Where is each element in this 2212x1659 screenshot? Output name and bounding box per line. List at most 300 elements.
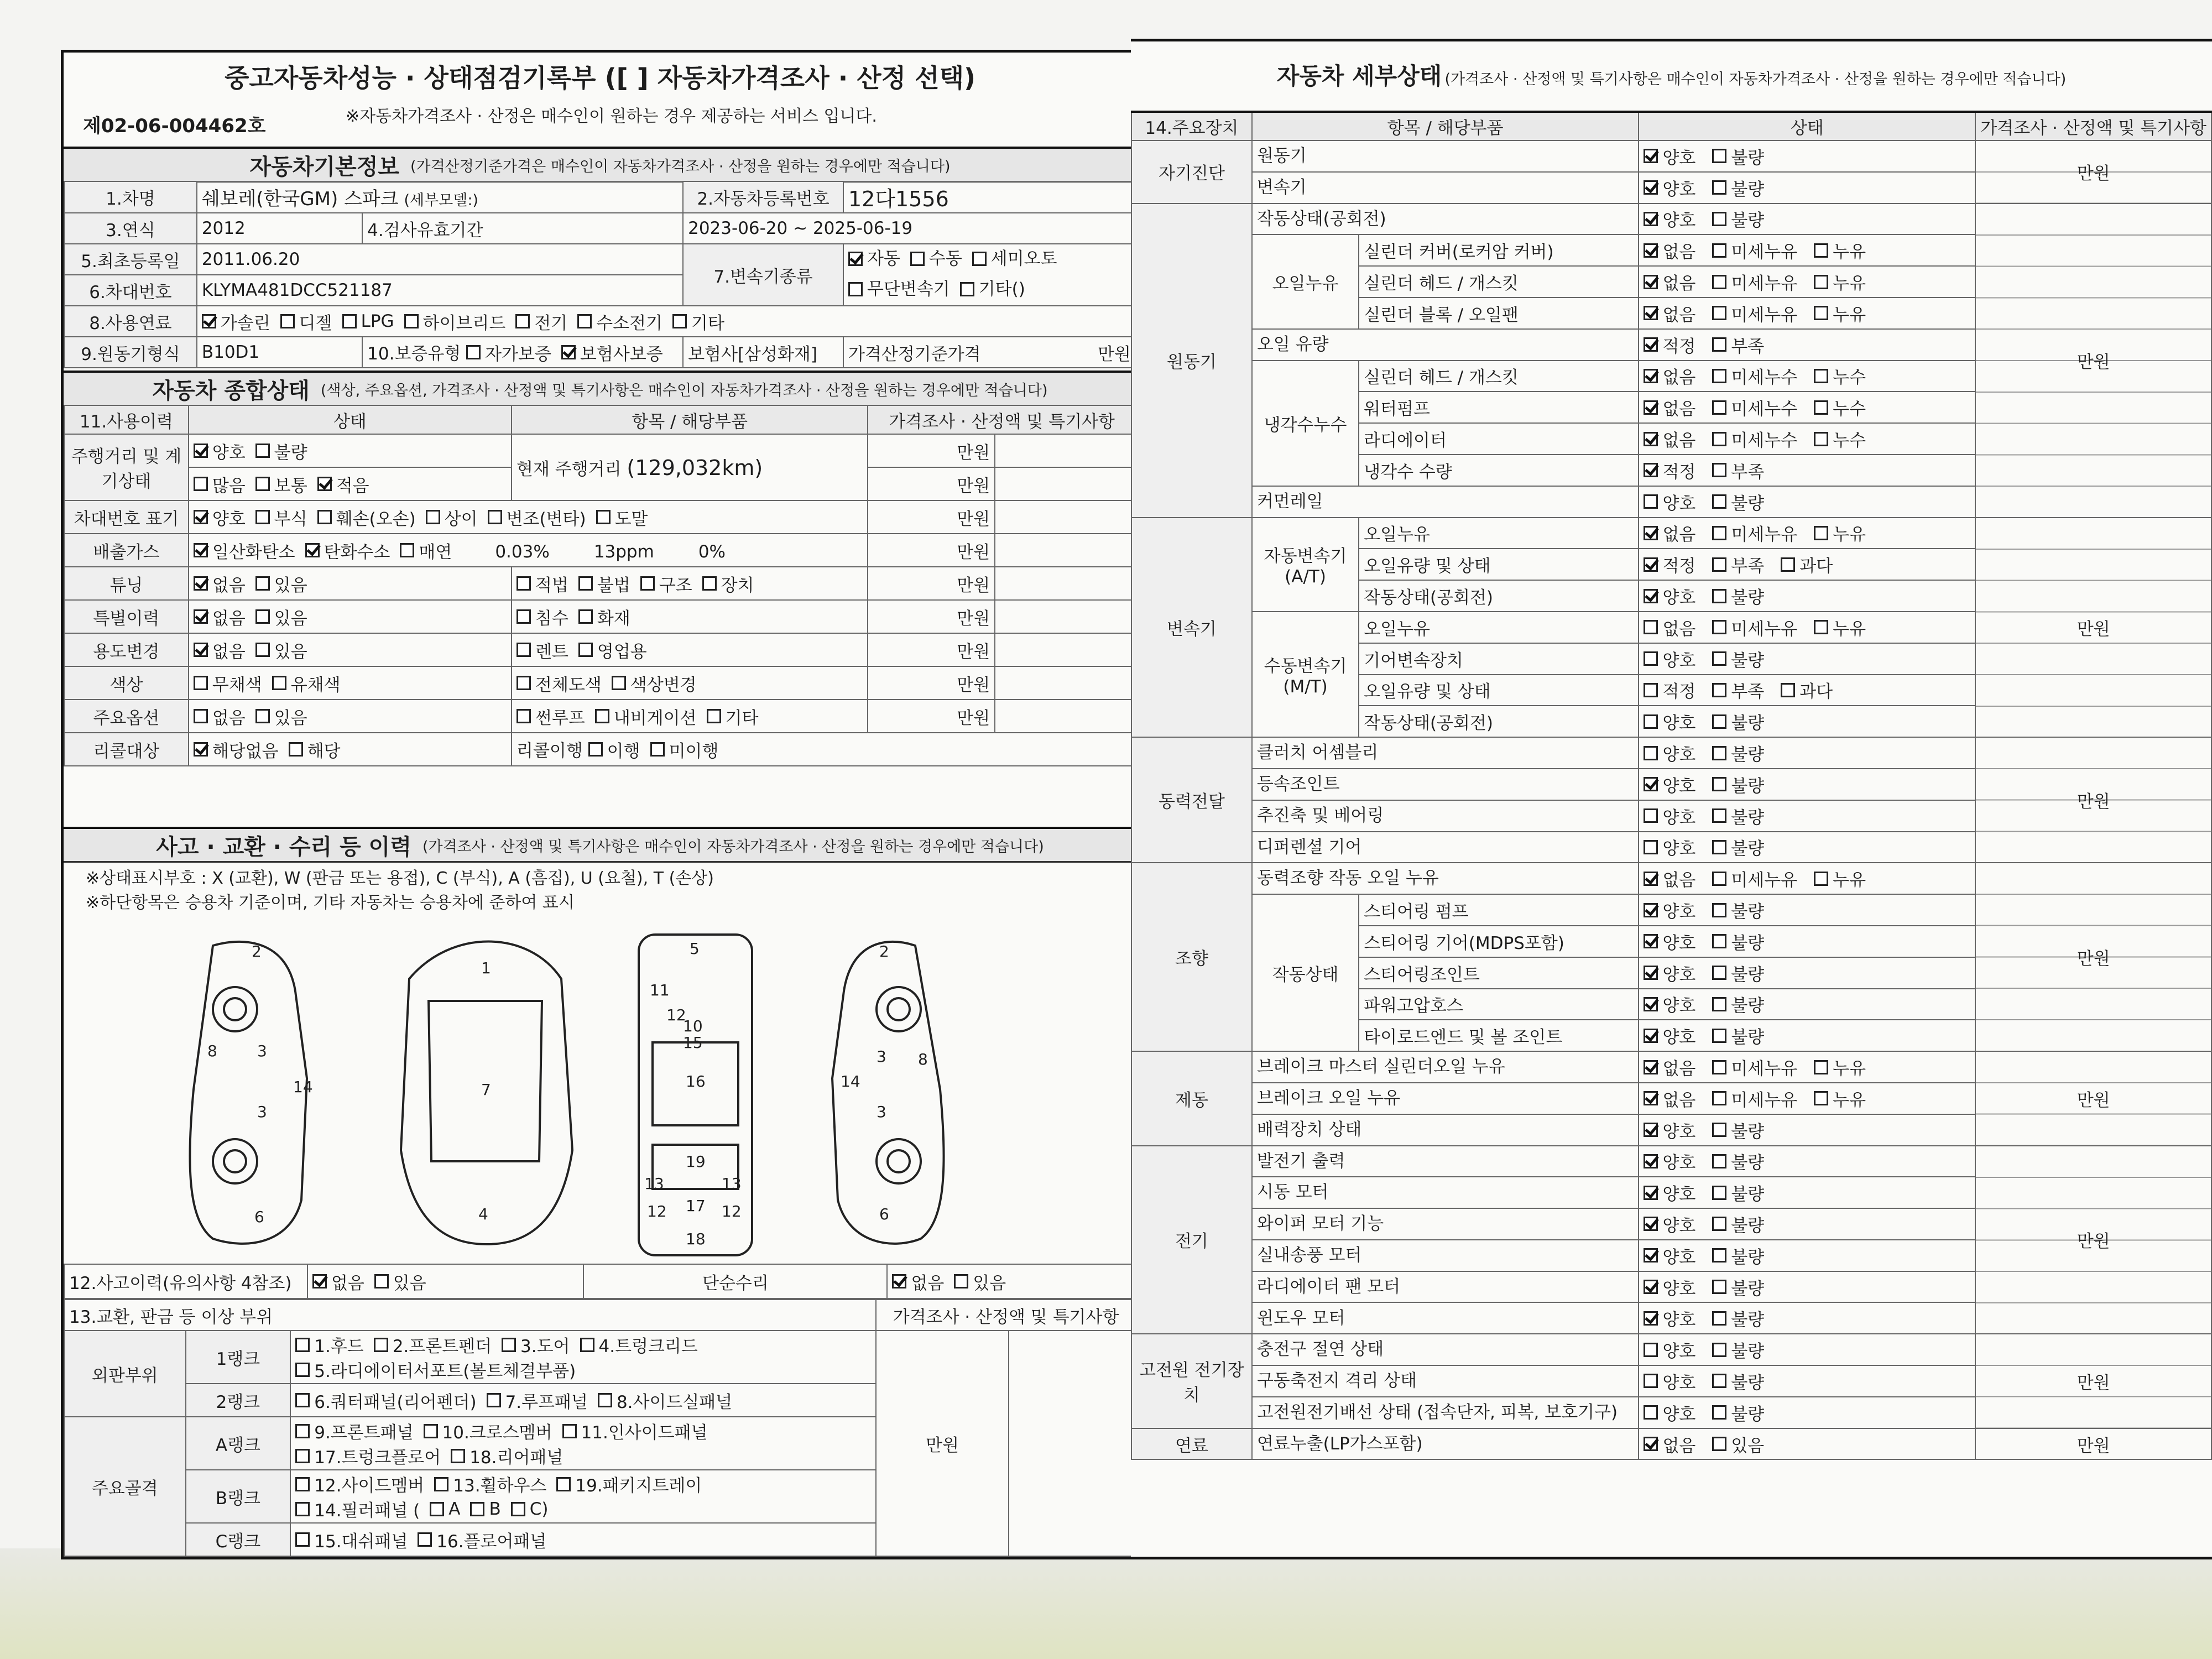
unchecked-box-icon[interactable] — [1712, 275, 1726, 289]
checkbox-option[interactable] — [517, 638, 568, 662]
checkbox-option[interactable] — [1814, 363, 1866, 388]
checkbox-option[interactable] — [305, 538, 390, 563]
unchecked-box-icon[interactable] — [1644, 1343, 1658, 1357]
checkbox-option[interactable] — [960, 275, 1025, 304]
checkbox-option[interactable] — [1814, 395, 1866, 420]
checked-box-icon[interactable] — [202, 314, 216, 328]
unchecked-box-icon[interactable] — [1712, 149, 1726, 163]
unchecked-box-icon[interactable] — [374, 1274, 389, 1288]
checked-box-icon[interactable] — [1644, 180, 1658, 195]
checkbox-option[interactable] — [1712, 929, 1764, 954]
unchecked-box-icon[interactable] — [289, 742, 303, 757]
checkbox-option[interactable] — [910, 244, 962, 273]
checked-box-icon[interactable] — [1644, 149, 1658, 163]
checkbox-option[interactable] — [1644, 458, 1695, 483]
unchecked-box-icon[interactable] — [1644, 620, 1658, 634]
checked-box-icon[interactable] — [1644, 432, 1658, 446]
unchecked-box-icon[interactable] — [255, 609, 270, 624]
checkbox-option[interactable] — [1712, 206, 1764, 231]
checkbox-option[interactable] — [1644, 677, 1695, 702]
checkbox-option[interactable] — [295, 1443, 441, 1468]
checkbox-option[interactable] — [672, 309, 724, 334]
unchecked-box-icon[interactable] — [424, 1424, 438, 1438]
checked-box-icon[interactable] — [194, 742, 208, 757]
unchecked-box-icon[interactable] — [280, 314, 295, 328]
checkbox-option[interactable] — [295, 1472, 424, 1496]
unchecked-box-icon[interactable] — [556, 1477, 571, 1491]
unchecked-box-icon[interactable] — [650, 742, 665, 757]
checkbox-option[interactable] — [1644, 1212, 1695, 1237]
checked-box-icon[interactable] — [194, 444, 208, 458]
checkbox-option[interactable] — [1712, 1400, 1764, 1425]
unchecked-box-icon[interactable] — [1712, 903, 1726, 917]
unchecked-box-icon[interactable] — [295, 1532, 310, 1547]
unchecked-box-icon[interactable] — [1781, 683, 1795, 697]
unchecked-box-icon[interactable] — [598, 1393, 612, 1407]
checkbox-option[interactable] — [1712, 677, 1764, 702]
checkbox-option[interactable] — [1712, 709, 1764, 734]
unchecked-box-icon[interactable] — [487, 1393, 501, 1407]
checkbox-option[interactable] — [561, 340, 663, 365]
checked-box-icon[interactable] — [194, 609, 208, 624]
checkbox-option[interactable] — [1712, 1337, 1764, 1362]
unchecked-box-icon[interactable] — [1712, 212, 1726, 226]
unchecked-box-icon[interactable] — [194, 709, 208, 723]
checkbox-option[interactable] — [517, 604, 568, 629]
unchecked-box-icon[interactable] — [595, 709, 609, 723]
unchecked-box-icon[interactable] — [1712, 494, 1726, 509]
checked-box-icon[interactable] — [1644, 997, 1658, 1011]
unchecked-box-icon[interactable] — [295, 1424, 310, 1438]
checkbox-option[interactable] — [1814, 1086, 1866, 1111]
checked-box-icon[interactable] — [1644, 557, 1658, 572]
checkbox-option[interactable] — [1644, 301, 1695, 326]
checkbox-option[interactable] — [1712, 1180, 1764, 1205]
unchecked-box-icon[interactable] — [426, 510, 440, 524]
unchecked-box-icon[interactable] — [470, 1502, 484, 1516]
checkbox-option[interactable] — [972, 244, 1057, 273]
unchecked-box-icon[interactable] — [1712, 1343, 1726, 1357]
unchecked-box-icon[interactable] — [954, 1274, 968, 1288]
unchecked-box-icon[interactable] — [1712, 589, 1726, 603]
checkbox-option[interactable] — [295, 1527, 408, 1552]
checkbox-option[interactable] — [577, 309, 662, 334]
unchecked-box-icon[interactable] — [295, 1449, 310, 1463]
checkbox-option[interactable] — [1814, 1055, 1866, 1079]
checkbox-option[interactable] — [1712, 1275, 1764, 1300]
checkbox-option[interactable] — [1644, 1432, 1695, 1457]
checkbox-option[interactable] — [1814, 520, 1866, 545]
checkbox-option[interactable] — [848, 275, 950, 304]
checkbox-option[interactable] — [1712, 269, 1797, 294]
checkbox-option[interactable] — [194, 604, 246, 629]
checkbox-option[interactable] — [1644, 1337, 1695, 1362]
checkbox-option[interactable] — [1644, 1055, 1695, 1079]
checkbox-option[interactable] — [1712, 489, 1764, 514]
unchecked-box-icon[interactable] — [1814, 306, 1828, 320]
checked-box-icon[interactable] — [1644, 589, 1658, 603]
unchecked-box-icon[interactable] — [1712, 934, 1726, 948]
checkbox-option[interactable] — [280, 309, 332, 334]
checkbox-option[interactable] — [1644, 332, 1695, 357]
unchecked-box-icon[interactable] — [1814, 620, 1828, 634]
checked-box-icon[interactable] — [1644, 1154, 1658, 1168]
unchecked-box-icon[interactable] — [577, 314, 592, 328]
checkbox-option[interactable] — [404, 309, 506, 334]
checkbox-option[interactable] — [255, 604, 307, 629]
unchecked-box-icon[interactable] — [255, 444, 270, 458]
unchecked-box-icon[interactable] — [511, 1502, 525, 1516]
checkbox-option[interactable] — [1712, 772, 1764, 797]
checkbox-option[interactable] — [580, 1332, 698, 1357]
checkbox-option[interactable] — [1644, 520, 1695, 545]
unchecked-box-icon[interactable] — [1712, 746, 1726, 760]
checkbox-option[interactable] — [1712, 1055, 1797, 1079]
checkbox-option[interactable] — [1712, 552, 1764, 577]
checked-box-icon[interactable] — [1644, 463, 1658, 477]
unchecked-box-icon[interactable] — [1712, 1217, 1726, 1231]
checkbox-option[interactable] — [451, 1443, 563, 1468]
checkbox-option[interactable] — [511, 1499, 549, 1519]
unchecked-box-icon[interactable] — [1712, 1405, 1726, 1420]
checkbox-option[interactable] — [595, 704, 697, 729]
checkbox-option[interactable] — [255, 439, 307, 463]
unchecked-box-icon[interactable] — [1712, 243, 1726, 258]
checkbox-option[interactable] — [588, 737, 640, 762]
checkbox-option[interactable] — [1644, 1149, 1695, 1173]
checked-box-icon[interactable] — [1644, 1311, 1658, 1326]
checked-box-icon[interactable] — [194, 576, 208, 591]
checkbox-option[interactable] — [194, 737, 279, 762]
checkbox-option[interactable] — [1712, 615, 1797, 640]
checkbox-option[interactable] — [1781, 677, 1833, 702]
checkbox-option[interactable] — [1712, 1432, 1764, 1457]
checked-box-icon[interactable] — [194, 543, 208, 557]
unchecked-box-icon[interactable] — [1712, 1186, 1726, 1200]
checkbox-option[interactable] — [1644, 740, 1695, 765]
unchecked-box-icon[interactable] — [578, 576, 593, 591]
checkbox-option[interactable] — [1644, 1180, 1695, 1205]
unchecked-box-icon[interactable] — [488, 510, 502, 524]
checkbox-option[interactable] — [892, 1269, 944, 1294]
checked-box-icon[interactable] — [1644, 777, 1658, 791]
checkbox-option[interactable] — [1712, 363, 1797, 388]
checkbox-option[interactable] — [1712, 1369, 1764, 1394]
checkbox-option[interactable] — [470, 1499, 500, 1519]
unchecked-box-icon[interactable] — [702, 576, 717, 591]
checkbox-option[interactable] — [317, 472, 369, 497]
checked-box-icon[interactable] — [1644, 526, 1658, 540]
unchecked-box-icon[interactable] — [1712, 1374, 1726, 1388]
unchecked-box-icon[interactable] — [1781, 557, 1795, 572]
checkbox-option[interactable] — [1712, 238, 1797, 263]
checkbox-option[interactable] — [1644, 898, 1695, 922]
checkbox-option[interactable] — [1712, 1149, 1764, 1173]
checkbox-option[interactable] — [255, 571, 307, 596]
unchecked-box-icon[interactable] — [578, 609, 593, 624]
checkbox-option[interactable] — [400, 538, 452, 563]
unchecked-box-icon[interactable] — [1712, 432, 1726, 446]
unchecked-box-icon[interactable] — [1712, 1154, 1726, 1168]
unchecked-box-icon[interactable] — [374, 1338, 388, 1352]
unchecked-box-icon[interactable] — [194, 676, 208, 690]
unchecked-box-icon[interactable] — [972, 252, 987, 266]
unchecked-box-icon[interactable] — [295, 1502, 310, 1516]
checkbox-option[interactable] — [374, 1269, 426, 1294]
unchecked-box-icon[interactable] — [580, 1338, 594, 1352]
unchecked-box-icon[interactable] — [1644, 1374, 1658, 1388]
checkbox-option[interactable] — [295, 1357, 576, 1382]
checked-box-icon[interactable] — [1644, 369, 1658, 383]
unchecked-box-icon[interactable] — [515, 314, 530, 328]
checkbox-option[interactable] — [1644, 772, 1695, 797]
unchecked-box-icon[interactable] — [1712, 840, 1726, 854]
checked-box-icon[interactable] — [317, 477, 332, 491]
unchecked-box-icon[interactable] — [1814, 243, 1828, 258]
checkbox-option[interactable] — [598, 1388, 732, 1413]
unchecked-box-icon[interactable] — [1712, 1280, 1726, 1294]
unchecked-box-icon[interactable] — [430, 1502, 444, 1516]
checkbox-option[interactable] — [1644, 1243, 1695, 1268]
checked-box-icon[interactable] — [194, 510, 208, 524]
unchecked-box-icon[interactable] — [612, 676, 626, 690]
checkbox-option[interactable] — [255, 704, 307, 729]
unchecked-box-icon[interactable] — [1814, 1091, 1828, 1105]
checkbox-option[interactable] — [707, 704, 759, 729]
checkbox-option[interactable] — [1644, 1023, 1695, 1048]
checkbox-option[interactable] — [612, 671, 697, 696]
unchecked-box-icon[interactable] — [578, 643, 593, 657]
checkbox-option[interactable] — [1781, 552, 1833, 577]
checkbox-option[interactable] — [194, 571, 246, 596]
checked-box-icon[interactable] — [1644, 1437, 1658, 1451]
unchecked-box-icon[interactable] — [295, 1477, 310, 1491]
checkbox-option[interactable] — [1712, 426, 1797, 451]
unchecked-box-icon[interactable] — [295, 1363, 310, 1377]
checkbox-option[interactable] — [424, 1418, 552, 1443]
checkbox-option[interactable] — [1644, 426, 1695, 451]
checkbox-option[interactable] — [1644, 363, 1695, 388]
checkbox-option[interactable] — [295, 1332, 363, 1357]
checkbox-option[interactable] — [1644, 834, 1695, 859]
checked-box-icon[interactable] — [561, 345, 576, 359]
checkbox-option[interactable] — [1644, 238, 1695, 263]
unchecked-box-icon[interactable] — [1712, 1029, 1726, 1043]
checked-box-icon[interactable] — [194, 643, 208, 657]
checked-box-icon[interactable] — [1644, 1091, 1658, 1105]
unchecked-box-icon[interactable] — [1814, 400, 1828, 415]
checkbox-option[interactable] — [1644, 615, 1695, 640]
checkbox-option[interactable] — [517, 571, 568, 596]
unchecked-box-icon[interactable] — [1644, 808, 1658, 823]
checked-box-icon[interactable] — [1644, 400, 1658, 415]
checked-box-icon[interactable] — [312, 1274, 327, 1288]
unchecked-box-icon[interactable] — [1712, 1123, 1726, 1137]
checkbox-option[interactable] — [374, 1332, 492, 1357]
checkbox-option[interactable] — [1712, 961, 1764, 985]
checkbox-option[interactable] — [1644, 552, 1695, 577]
checkbox-option[interactable] — [562, 1418, 708, 1443]
unchecked-box-icon[interactable] — [255, 576, 270, 591]
checkbox-option[interactable] — [1644, 144, 1695, 169]
checkbox-option[interactable] — [1712, 740, 1764, 765]
checkbox-option[interactable] — [517, 671, 602, 696]
checkbox-option[interactable] — [1712, 834, 1764, 859]
unchecked-box-icon[interactable] — [517, 676, 531, 690]
unchecked-box-icon[interactable] — [588, 742, 603, 757]
checkbox-option[interactable] — [1644, 1275, 1695, 1300]
checkbox-option[interactable] — [255, 505, 307, 530]
checkbox-option[interactable] — [1712, 804, 1764, 828]
unchecked-box-icon[interactable] — [1712, 651, 1726, 666]
checkbox-option[interactable] — [272, 671, 341, 696]
checkbox-option[interactable] — [418, 1527, 546, 1552]
unchecked-box-icon[interactable] — [1712, 1311, 1726, 1326]
unchecked-box-icon[interactable] — [1814, 526, 1828, 540]
checkbox-option[interactable] — [650, 737, 719, 762]
unchecked-box-icon[interactable] — [1712, 1437, 1726, 1451]
checkbox-option[interactable] — [1712, 395, 1797, 420]
unchecked-box-icon[interactable] — [1712, 1248, 1726, 1262]
unchecked-box-icon[interactable] — [1814, 872, 1828, 886]
checkbox-option[interactable] — [289, 737, 341, 762]
unchecked-box-icon[interactable] — [910, 252, 925, 266]
unchecked-box-icon[interactable] — [1644, 1405, 1658, 1420]
unchecked-box-icon[interactable] — [517, 709, 531, 723]
checkbox-option[interactable] — [1644, 1369, 1695, 1394]
checkbox-option[interactable] — [517, 704, 585, 729]
checked-box-icon[interactable] — [1644, 903, 1658, 917]
checkbox-option[interactable] — [1712, 144, 1764, 169]
checkbox-option[interactable] — [255, 638, 307, 662]
unchecked-box-icon[interactable] — [255, 510, 270, 524]
checkbox-option[interactable] — [1644, 646, 1695, 671]
checked-box-icon[interactable] — [305, 543, 320, 557]
checkbox-option[interactable] — [194, 538, 295, 563]
unchecked-box-icon[interactable] — [1712, 683, 1726, 697]
checked-box-icon[interactable] — [1644, 1029, 1658, 1043]
checkbox-option[interactable] — [1712, 175, 1764, 200]
checkbox-option[interactable] — [1644, 866, 1695, 891]
unchecked-box-icon[interactable] — [1644, 683, 1658, 697]
checkbox-option[interactable] — [1712, 332, 1764, 357]
unchecked-box-icon[interactable] — [255, 643, 270, 657]
checked-box-icon[interactable] — [1644, 1280, 1658, 1294]
checked-box-icon[interactable] — [1644, 306, 1658, 320]
checkbox-option[interactable] — [295, 1496, 420, 1521]
checkbox-option[interactable] — [312, 1269, 364, 1294]
unchecked-box-icon[interactable] — [1712, 463, 1726, 477]
unchecked-box-icon[interactable] — [502, 1338, 516, 1352]
unchecked-box-icon[interactable] — [418, 1532, 432, 1547]
checked-box-icon[interactable] — [1644, 337, 1658, 352]
checkbox-option[interactable] — [1644, 583, 1695, 608]
checkbox-option[interactable] — [1644, 489, 1695, 514]
unchecked-box-icon[interactable] — [295, 1393, 310, 1407]
unchecked-box-icon[interactable] — [1712, 526, 1726, 540]
checked-box-icon[interactable] — [1644, 212, 1658, 226]
checkbox-option[interactable] — [434, 1472, 546, 1496]
checkbox-option[interactable] — [1712, 1086, 1797, 1111]
unchecked-box-icon[interactable] — [1814, 369, 1828, 383]
unchecked-box-icon[interactable] — [400, 543, 414, 557]
checkbox-option[interactable] — [426, 505, 478, 530]
unchecked-box-icon[interactable] — [1712, 997, 1726, 1011]
checkbox-option[interactable] — [1644, 175, 1695, 200]
checkbox-option[interactable] — [202, 309, 270, 334]
unchecked-box-icon[interactable] — [1712, 714, 1726, 729]
checkbox-option[interactable] — [194, 505, 246, 530]
unchecked-box-icon[interactable] — [1644, 494, 1658, 509]
unchecked-box-icon[interactable] — [1712, 306, 1726, 320]
unchecked-box-icon[interactable] — [707, 709, 721, 723]
unchecked-box-icon[interactable] — [1644, 651, 1658, 666]
checkbox-option[interactable] — [556, 1472, 702, 1496]
unchecked-box-icon[interactable] — [255, 709, 270, 723]
unchecked-box-icon[interactable] — [434, 1477, 448, 1491]
unchecked-box-icon[interactable] — [1712, 872, 1726, 886]
unchecked-box-icon[interactable] — [1712, 620, 1726, 634]
unchecked-box-icon[interactable] — [1712, 557, 1726, 572]
checkbox-option[interactable] — [466, 340, 551, 365]
unchecked-box-icon[interactable] — [1712, 966, 1726, 980]
checked-box-icon[interactable] — [1644, 243, 1658, 258]
checkbox-option[interactable] — [578, 604, 630, 629]
checked-box-icon[interactable] — [1644, 1217, 1658, 1231]
checkbox-option[interactable] — [1814, 238, 1866, 263]
checkbox-option[interactable] — [1712, 992, 1764, 1016]
checkbox-option[interactable] — [194, 472, 246, 497]
unchecked-box-icon[interactable] — [1712, 777, 1726, 791]
checked-box-icon[interactable] — [892, 1274, 906, 1288]
checkbox-option[interactable] — [1712, 520, 1797, 545]
checkbox-option[interactable] — [1712, 866, 1797, 891]
checkbox-option[interactable] — [1712, 1212, 1764, 1237]
checkbox-option[interactable] — [578, 638, 647, 662]
checkbox-option[interactable] — [596, 505, 648, 530]
checked-box-icon[interactable] — [1644, 934, 1658, 948]
checkbox-option[interactable] — [1814, 301, 1866, 326]
unchecked-box-icon[interactable] — [1712, 337, 1726, 352]
unchecked-box-icon[interactable] — [451, 1449, 465, 1463]
checkbox-option[interactable] — [1712, 1023, 1764, 1048]
checkbox-option[interactable] — [295, 1418, 413, 1443]
checkbox-option[interactable] — [255, 472, 307, 497]
checked-box-icon[interactable] — [1644, 966, 1658, 980]
checkbox-option[interactable] — [487, 1388, 588, 1413]
unchecked-box-icon[interactable] — [640, 576, 655, 591]
unchecked-box-icon[interactable] — [317, 510, 332, 524]
unchecked-box-icon[interactable] — [1644, 840, 1658, 854]
checkbox-option[interactable] — [1644, 961, 1695, 985]
checkbox-option[interactable] — [515, 309, 567, 334]
unchecked-box-icon[interactable] — [960, 282, 974, 296]
unchecked-box-icon[interactable] — [1712, 369, 1726, 383]
unchecked-box-icon[interactable] — [562, 1424, 577, 1438]
unchecked-box-icon[interactable] — [272, 676, 286, 690]
checkbox-option[interactable] — [1712, 1306, 1764, 1331]
checkbox-option[interactable] — [1712, 301, 1797, 326]
checkbox-option[interactable] — [1644, 992, 1695, 1016]
checkbox-option[interactable] — [1644, 206, 1695, 231]
checkbox-option[interactable] — [502, 1332, 570, 1357]
unchecked-box-icon[interactable] — [1814, 1060, 1828, 1074]
checked-box-icon[interactable] — [1644, 1123, 1658, 1137]
checkbox-option[interactable] — [194, 704, 246, 729]
checkbox-option[interactable] — [317, 505, 416, 530]
checkbox-option[interactable] — [1712, 458, 1764, 483]
checkbox-option[interactable] — [1644, 269, 1695, 294]
